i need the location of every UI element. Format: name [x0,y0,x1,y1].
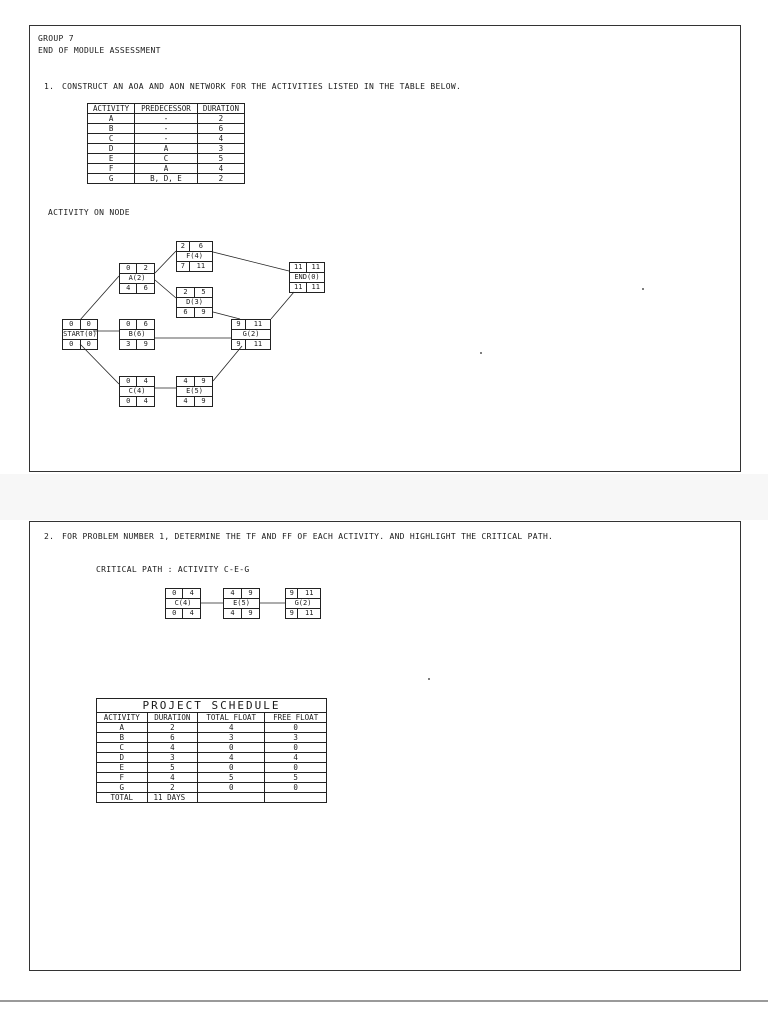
cell: 3 [198,733,265,743]
total-value: 11 DAYS [147,793,198,803]
critical-node-c [165,588,201,619]
table-row [97,773,327,783]
node-ls: 0 [120,397,137,407]
cell: A [97,723,148,733]
node-label: A(2) [120,274,155,284]
page-1 [29,25,741,472]
table-row [97,753,327,763]
cell: A [88,114,135,124]
cell: A [135,164,198,174]
node-ef: 4 [183,589,201,599]
question-2-number: 2. [44,532,55,541]
cell: 5 [147,763,198,773]
cell: 4 [265,753,327,763]
node-es: 0 [166,589,183,599]
cell: B [97,733,148,743]
node-ls: 9 [232,340,246,350]
cell: E [97,763,148,773]
cell: 4 [147,743,198,753]
node-ef: 5 [194,288,212,298]
cell: D [88,144,135,154]
node-es: 9 [286,589,298,599]
node-es: 11 [290,263,307,273]
node-es: 9 [232,320,246,330]
node-lf: 6 [137,284,155,294]
cell: 5 [197,154,244,164]
edge-a-f [155,251,176,273]
cell: B [88,124,135,134]
node-label: F(4) [177,252,213,262]
cell: G [97,783,148,793]
node-c [119,376,155,407]
node-lf: 11 [307,283,325,293]
node-ls: 4 [177,397,195,407]
node-b [119,319,155,350]
node-e [176,376,213,407]
cell [265,793,327,803]
node-ef: 6 [137,320,155,330]
cell: F [88,164,135,174]
edge-g-end [271,292,294,319]
node-label: C(4) [120,387,155,397]
table-row [97,733,327,743]
node-ef: 11 [298,589,321,599]
node-lf: 9 [137,340,155,350]
node-label: C(4) [166,599,201,609]
question-2-text: FOR PROBLEM NUMBER 1, DETERMINE THE TF AND FF OF EACH ACTIVITY. AND HIGHLIGHT THE CRITICAL PATH. [62,532,554,541]
cell: B, D, E [135,174,198,184]
edge-start-c [80,344,119,384]
node-label: G(2) [232,330,271,340]
question-1-text: CONSTRUCT AN AOA AND AON NETWORK FOR THE ACTIVITIES LISTED IN THE TABLE BELOW. [62,82,462,91]
node-es: 0 [120,264,137,274]
group-label: GROUP 7 [38,34,74,43]
col-total-float: TOTAL FLOAT [198,713,265,723]
question-1-number: 1. [44,82,55,91]
node-lf: 4 [183,609,201,619]
node-start [62,319,98,350]
page-2 [29,521,741,971]
node-es: 0 [120,377,137,387]
node-es: 2 [177,288,195,298]
edge-start-a [80,276,119,320]
edge-e-g [213,346,242,381]
col-activity: ACTIVITY [88,104,135,114]
cell: 0 [198,783,265,793]
node-lf: 9 [194,308,212,318]
cell: 4 [198,753,265,763]
cell: 4 [197,164,244,174]
node-es: 0 [63,320,81,330]
cell: 2 [197,114,244,124]
node-lf: 9 [241,609,259,619]
node-label: B(6) [120,330,155,340]
node-ls: 0 [63,340,81,350]
cell: 4 [197,134,244,144]
node-label: START(0) [63,330,97,338]
critical-path-label: CRITICAL PATH : ACTIVITY C-E-G [96,565,250,574]
cell: C [135,154,198,164]
critical-node-e [223,588,260,619]
edge-f-end [213,252,289,271]
aon-label: ACTIVITY ON NODE [48,208,130,217]
node-label: D(3) [177,298,213,308]
schedule-title: PROJECT SCHEDULE [97,699,327,713]
node-es: 4 [177,377,195,387]
node-label: E(5) [224,599,260,609]
bottom-rule [0,1000,768,1002]
node-label: END(0) [290,273,325,283]
cell: 4 [198,723,265,733]
cell: C [97,743,148,753]
cell: 0 [265,723,327,733]
cell: - [135,134,198,144]
node-ls: 6 [177,308,195,318]
node-label: G(2) [286,599,321,609]
cell: 3 [197,144,244,154]
col-predecessor: PREDECESSOR [135,104,198,114]
node-lf: 4 [137,397,155,407]
table-row [97,723,327,733]
edge-d-g [213,312,240,319]
cell: 0 [265,783,327,793]
node-end [289,262,325,293]
col-free-float: FREE FLOAT [265,713,327,723]
stray-mark [642,288,644,290]
table-row [97,763,327,773]
table-row [97,743,327,753]
cell: 5 [198,773,265,783]
node-ef: 2 [137,264,155,274]
node-ls: 7 [177,262,190,272]
stray-mark [480,352,482,354]
node-ls: 4 [224,609,242,619]
node-ef: 0 [80,320,98,330]
cell [198,793,265,803]
node-lf: 0 [80,340,98,350]
total-row [97,793,327,803]
cell: 0 [198,763,265,773]
cell: 2 [147,783,198,793]
node-ef: 6 [189,242,212,252]
node-a [119,263,155,294]
node-es: 0 [120,320,137,330]
node-es: 4 [224,589,242,599]
cell: 0 [265,763,327,773]
node-ef: 9 [241,589,259,599]
page-title: END OF MODULE ASSESSMENT [38,46,161,55]
cell: E [88,154,135,164]
cell: 0 [198,743,265,753]
stray-mark [428,678,430,680]
cell: A [135,144,198,154]
cell: F [97,773,148,783]
cell: 6 [197,124,244,134]
cell: 3 [147,753,198,763]
cell: C [88,134,135,144]
node-ef: 11 [245,320,270,330]
node-label: E(5) [177,387,213,397]
col-activity: ACTIVITY [97,713,148,723]
node-ef: 4 [137,377,155,387]
cell: 4 [147,773,198,783]
cell: D [97,753,148,763]
node-lf: 11 [245,340,270,350]
node-ls: 4 [120,284,137,294]
table-row [97,783,327,793]
cell: - [135,124,198,134]
cell: 5 [265,773,327,783]
total-label: TOTAL [97,793,148,803]
node-ef: 9 [194,377,212,387]
cell: 2 [147,723,198,733]
node-lf: 11 [298,609,321,619]
cell: 0 [265,743,327,753]
node-es: 2 [177,242,190,252]
node-d [176,287,213,318]
node-lf: 11 [189,262,212,272]
cell: - [135,114,198,124]
node-f [176,241,213,272]
node-ls: 9 [286,609,298,619]
node-ls: 11 [290,283,307,293]
critical-node-g [285,588,321,619]
col-duration: DURATION [197,104,244,114]
node-g [231,319,271,350]
node-ls: 3 [120,340,137,350]
cell: 3 [265,733,327,743]
node-ls: 0 [166,609,183,619]
cell: 6 [147,733,198,743]
edge-a-d [155,280,176,298]
col-duration: DURATION [147,713,198,723]
cell: G [88,174,135,184]
node-lf: 9 [194,397,212,407]
page-gap [0,474,768,520]
node-ef: 11 [307,263,325,273]
project-schedule-table [96,698,327,803]
cell: 2 [197,174,244,184]
